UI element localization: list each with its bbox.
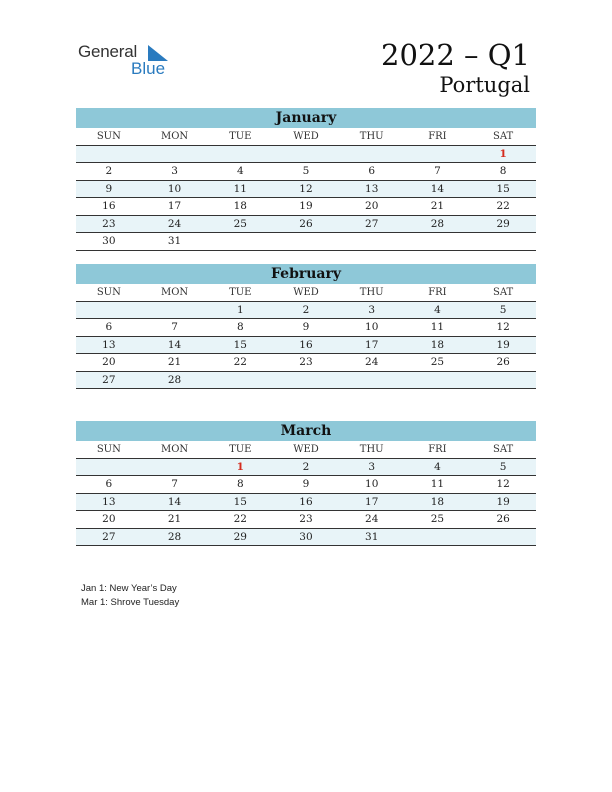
weekday-label: WED bbox=[293, 444, 319, 455]
day-cell: 1 bbox=[236, 303, 244, 316]
day-cell bbox=[207, 146, 273, 164]
week-row bbox=[76, 476, 536, 494]
day-cell: 28 bbox=[430, 217, 445, 230]
day-cell: 8 bbox=[236, 478, 244, 490]
day-cell: 24 bbox=[365, 513, 379, 525]
weekday-label: WED bbox=[293, 287, 319, 298]
day-cell: 27 bbox=[365, 217, 379, 230]
day-cell: 21 bbox=[430, 200, 445, 212]
day-cell: 14 bbox=[167, 495, 182, 508]
holiday-day-cell: 1 bbox=[499, 147, 507, 160]
day-cell: 16 bbox=[102, 200, 116, 212]
day-cell: 25 bbox=[430, 513, 445, 525]
day-cell: 16 bbox=[299, 338, 313, 351]
day-cell: 28 bbox=[167, 373, 182, 386]
day-cell: 23 bbox=[299, 356, 313, 368]
day-cell: 26 bbox=[299, 217, 313, 230]
day-cell: 6 bbox=[105, 321, 113, 333]
day-cell bbox=[142, 146, 208, 164]
day-cell: 7 bbox=[171, 478, 178, 490]
day-cell bbox=[470, 529, 536, 547]
brand-name-blue: Blue bbox=[131, 59, 166, 78]
day-cell: 15 bbox=[233, 338, 247, 351]
brand-logo bbox=[78, 42, 178, 82]
weekday-label: FRI bbox=[428, 287, 447, 298]
day-cell bbox=[405, 372, 471, 390]
day-cell: 15 bbox=[496, 182, 510, 195]
day-cell: 14 bbox=[167, 338, 182, 351]
holiday-notes bbox=[81, 582, 179, 610]
day-cell: 2 bbox=[302, 303, 310, 316]
day-cell: 27 bbox=[102, 373, 116, 386]
day-cell: 5 bbox=[499, 460, 507, 473]
day-cell: 12 bbox=[496, 478, 510, 490]
day-cell bbox=[76, 302, 142, 320]
week-row bbox=[76, 198, 536, 216]
weekday-label: MON bbox=[160, 444, 189, 455]
day-cell: 9 bbox=[302, 321, 310, 333]
day-cell bbox=[470, 372, 536, 390]
day-cell bbox=[405, 233, 471, 251]
day-cell: 3 bbox=[368, 460, 376, 473]
weekday-label: THU bbox=[359, 287, 384, 298]
week-row bbox=[76, 354, 536, 372]
day-cell: 5 bbox=[499, 303, 507, 316]
weekday-label: SAT bbox=[493, 287, 514, 298]
weekday-label: TUE bbox=[229, 444, 252, 455]
day-cell: 6 bbox=[105, 478, 113, 490]
day-cell: 26 bbox=[496, 356, 510, 368]
day-cell: 11 bbox=[233, 182, 247, 195]
day-cell: 4 bbox=[434, 303, 441, 316]
day-cell: 12 bbox=[299, 182, 313, 195]
day-cell: 25 bbox=[233, 217, 247, 230]
day-cell: 27 bbox=[102, 530, 116, 543]
day-cell: 17 bbox=[365, 495, 379, 508]
weekday-label: SAT bbox=[493, 444, 514, 455]
day-cell: 2 bbox=[302, 460, 310, 473]
day-cell: 13 bbox=[365, 182, 379, 195]
day-cell: 23 bbox=[299, 513, 313, 525]
weekday-header-row bbox=[76, 284, 536, 302]
weekday-label: SUN bbox=[96, 444, 121, 455]
week-row bbox=[76, 511, 536, 529]
month-january bbox=[76, 108, 536, 251]
weekday-label: SUN bbox=[96, 131, 121, 142]
day-cell: 29 bbox=[233, 530, 247, 543]
day-cell: 17 bbox=[167, 200, 182, 212]
day-cell: 24 bbox=[365, 356, 379, 368]
day-cell: 30 bbox=[102, 235, 116, 247]
day-cell: 4 bbox=[434, 460, 441, 473]
brand-name-general: General bbox=[78, 42, 138, 61]
day-cell bbox=[339, 146, 405, 164]
day-cell bbox=[76, 146, 142, 164]
day-cell bbox=[339, 372, 405, 390]
day-cell: 9 bbox=[302, 478, 310, 490]
day-cell bbox=[273, 372, 339, 390]
day-cell: 4 bbox=[236, 165, 244, 177]
weekday-label: SAT bbox=[493, 131, 514, 142]
week-row bbox=[76, 302, 536, 320]
week-row bbox=[76, 233, 536, 251]
day-cell: 10 bbox=[365, 321, 379, 333]
week-row bbox=[76, 319, 536, 337]
holiday-day-cell: 1 bbox=[236, 460, 244, 473]
day-cell: 22 bbox=[233, 513, 247, 525]
day-cell: 30 bbox=[299, 530, 313, 543]
weekday-label: MON bbox=[160, 131, 189, 142]
month-header: January bbox=[76, 108, 536, 128]
day-cell: 12 bbox=[496, 321, 510, 333]
day-cell: 25 bbox=[430, 356, 445, 368]
weekday-label: THU bbox=[359, 444, 384, 455]
day-cell bbox=[142, 459, 208, 477]
day-cell: 29 bbox=[496, 217, 510, 230]
weekday-label: SUN bbox=[96, 287, 121, 298]
day-cell: 19 bbox=[496, 338, 510, 351]
day-cell: 7 bbox=[434, 165, 441, 177]
week-row bbox=[76, 181, 536, 199]
day-cell: 13 bbox=[102, 338, 116, 351]
day-cell bbox=[207, 372, 273, 390]
week-row bbox=[76, 494, 536, 512]
weekday-header-row bbox=[76, 128, 536, 146]
day-cell: 20 bbox=[102, 513, 116, 525]
day-cell: 21 bbox=[167, 513, 182, 525]
day-cell: 24 bbox=[167, 217, 182, 230]
day-cell: 20 bbox=[365, 200, 379, 212]
day-cell: 19 bbox=[299, 200, 313, 212]
day-cell: 9 bbox=[105, 182, 113, 195]
day-cell: 28 bbox=[167, 530, 182, 543]
day-cell bbox=[142, 302, 208, 320]
day-cell: 3 bbox=[368, 303, 376, 316]
month-header: March bbox=[76, 421, 536, 441]
day-cell: 31 bbox=[167, 235, 182, 247]
day-cell bbox=[405, 529, 471, 547]
day-cell: 16 bbox=[299, 495, 313, 508]
weekday-label: MON bbox=[160, 287, 189, 298]
weekday-label: TUE bbox=[229, 287, 252, 298]
month-header: February bbox=[76, 264, 536, 284]
day-cell: 8 bbox=[236, 321, 244, 333]
day-cell: 2 bbox=[105, 165, 113, 177]
day-cell: 11 bbox=[430, 478, 445, 490]
day-cell: 22 bbox=[233, 356, 247, 368]
day-cell: 6 bbox=[368, 165, 376, 177]
day-cell: 7 bbox=[171, 321, 178, 333]
day-cell bbox=[273, 233, 339, 251]
week-row bbox=[76, 337, 536, 355]
page-title: 2022 – Q1 bbox=[381, 38, 530, 72]
day-cell bbox=[470, 233, 536, 251]
day-cell: 18 bbox=[233, 200, 247, 212]
day-cell bbox=[273, 146, 339, 164]
day-cell: 8 bbox=[499, 165, 507, 177]
day-cell bbox=[339, 233, 405, 251]
weekday-label: FRI bbox=[428, 131, 447, 142]
weekday-label: FRI bbox=[428, 444, 447, 455]
day-cell: 18 bbox=[430, 338, 445, 351]
day-cell: 31 bbox=[365, 530, 379, 543]
day-cell: 17 bbox=[365, 338, 379, 351]
weekday-label: TUE bbox=[229, 131, 252, 142]
weekday-header-row bbox=[76, 441, 536, 459]
week-row bbox=[76, 459, 536, 477]
day-cell bbox=[207, 233, 273, 251]
day-cell bbox=[76, 459, 142, 477]
day-cell: 10 bbox=[167, 182, 182, 195]
day-cell: 14 bbox=[430, 182, 445, 195]
week-row bbox=[76, 529, 536, 547]
week-row bbox=[76, 163, 536, 181]
weekday-label: THU bbox=[359, 131, 384, 142]
day-cell: 20 bbox=[102, 356, 116, 368]
week-row bbox=[76, 146, 536, 164]
month-march bbox=[76, 421, 536, 546]
day-cell bbox=[405, 146, 471, 164]
week-row bbox=[76, 372, 536, 390]
day-cell: 13 bbox=[102, 495, 116, 508]
day-cell: 19 bbox=[496, 495, 510, 508]
day-cell: 3 bbox=[171, 165, 178, 177]
day-cell: 23 bbox=[102, 217, 116, 230]
day-cell: 21 bbox=[167, 356, 182, 368]
day-cell: 15 bbox=[233, 495, 247, 508]
week-row bbox=[76, 216, 536, 234]
day-cell: 10 bbox=[365, 478, 379, 490]
day-cell: 26 bbox=[496, 513, 510, 525]
holiday-note: Mar 1: Shrove Tuesday bbox=[81, 597, 180, 608]
page-subtitle: Portugal bbox=[439, 73, 530, 97]
day-cell: 5 bbox=[302, 165, 310, 177]
day-cell: 18 bbox=[430, 495, 445, 508]
day-cell: 22 bbox=[496, 200, 510, 212]
weekday-label: WED bbox=[293, 131, 319, 142]
month-february bbox=[76, 264, 536, 389]
day-cell: 11 bbox=[430, 321, 445, 333]
holiday-note: Jan 1: New Year’s Day bbox=[81, 583, 177, 594]
